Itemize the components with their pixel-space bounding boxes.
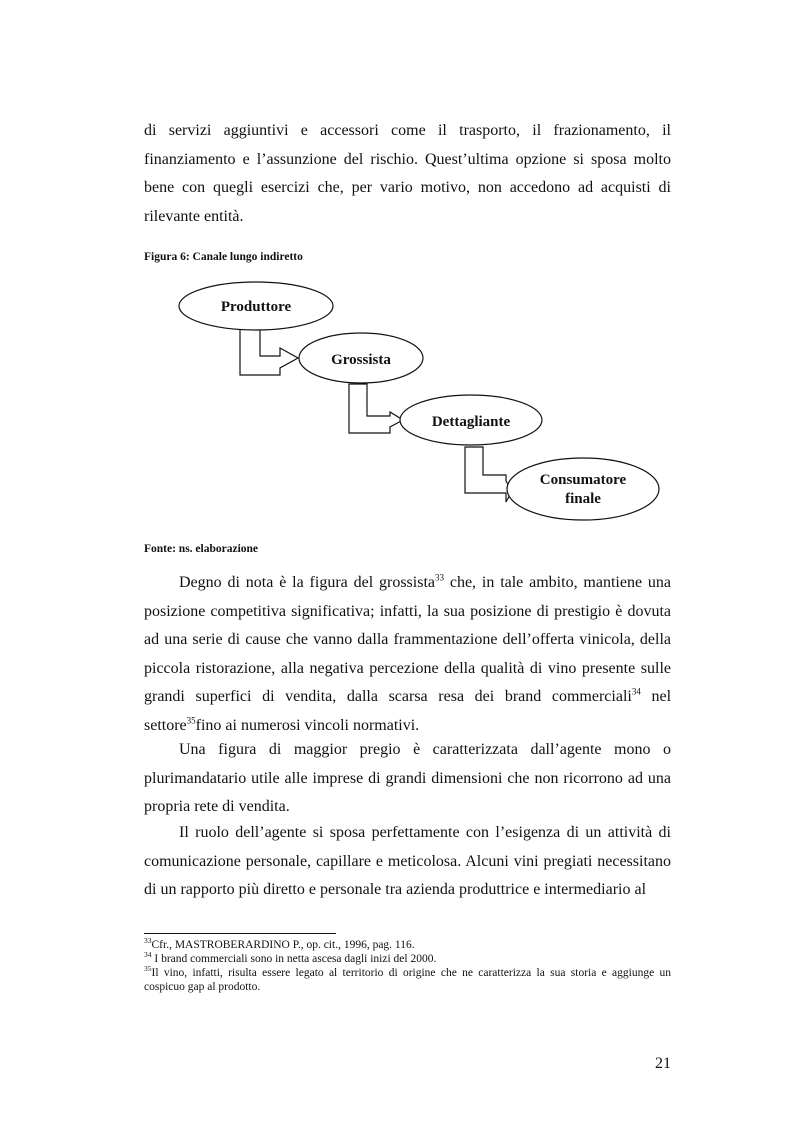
footnotes bbox=[144, 938, 671, 994]
figure-caption: Figura 6: Canale lungo indiretto bbox=[144, 251, 303, 263]
body-paragraph-agente: Una figura di maggior pregio è caratterizzata dall’agente mono o plurimandatario utile alle imprese di grandi dimensioni che non ricorrono ad una propria rete di vendita. bbox=[144, 741, 671, 816]
node-consumatore-label: Consumatore bbox=[539, 472, 627, 488]
body-paragraph-ruolo: Il ruolo dell’agente si sposa perfettamente con l’esigenza di un attività di comunicazione personale, capillare e meticolosa. Alcuni vini pregiati necessitano di un rapporto più diretto e personale tra azienda produttrice e intermediario al bbox=[144, 824, 671, 899]
footnote-ref-33: 33 bbox=[435, 572, 444, 583]
text-run: che, in tale ambito, mantiene una posizione competitiva significativa; infatti, la sua posizione di prestigio è dovuta ad una serie di cause che vanno dalla frammentazione dell’offerta vinicola, della piccola ristorazione, alla negativa percezione della qualità di vino presente sulle grandi superfici di vendita, dalla scarsa resa dei brand commerciali bbox=[144, 574, 672, 706]
footnote-number: 33 bbox=[144, 936, 152, 946]
footnote-text: Cfr., MASTROBERARDINO P., op. cit., 1996, pag. 116. bbox=[151, 939, 415, 951]
footnote-ref-35: 35 bbox=[186, 715, 196, 726]
text-run: nel settore bbox=[144, 688, 672, 734]
footnote-number: 34 bbox=[144, 950, 152, 960]
footnote-33 bbox=[144, 938, 671, 952]
footnote-text: Il vino, infatti, risulta essere legato al territorio di origine che ne caratterizza la sua storia e aggiunge un cospicuo gap al prodotto. bbox=[144, 967, 671, 993]
text-run: Degno di nota è la figura del grossista bbox=[179, 574, 435, 591]
flow-arrow-3 bbox=[465, 447, 512, 502]
node-produttore-label: Produttore bbox=[220, 299, 292, 315]
page-number: 21 bbox=[655, 1055, 671, 1072]
footnote-text: I brand commerciali sono in netta ascesa dagli inizi del 2000. bbox=[151, 953, 437, 965]
text-run: fino ai numerosi vincoli normativi. bbox=[195, 716, 420, 734]
footnote-ref-34: 34 bbox=[631, 687, 641, 698]
channel-flow-diagram bbox=[170, 278, 670, 528]
node-consumatore-finale bbox=[507, 458, 659, 520]
node-finale-label: finale bbox=[565, 491, 601, 507]
body-paragraph-intro: di servizi aggiuntivi e accessori come il trasporto, il frazionamento, il finanziamento e l’assunzione del rischio. Quest’ultima opzione si sposa molto bene con quegli esercizi che, per vario motivo, non accedono ad acquisti di rilevante entità. bbox=[144, 122, 671, 225]
node-dettagliante-label: Dettagliante bbox=[431, 414, 511, 430]
footnote-separator bbox=[144, 933, 336, 934]
flow-arrow-2 bbox=[349, 384, 403, 433]
body-paragraph-grossista bbox=[144, 569, 671, 741]
footnote-35 bbox=[144, 966, 671, 994]
figure-source: Fonte: ns. elaborazione bbox=[144, 543, 259, 555]
node-grossista-label: Grossista bbox=[331, 352, 391, 368]
footnote-34 bbox=[144, 952, 671, 966]
footnote-number: 35 bbox=[144, 964, 152, 974]
